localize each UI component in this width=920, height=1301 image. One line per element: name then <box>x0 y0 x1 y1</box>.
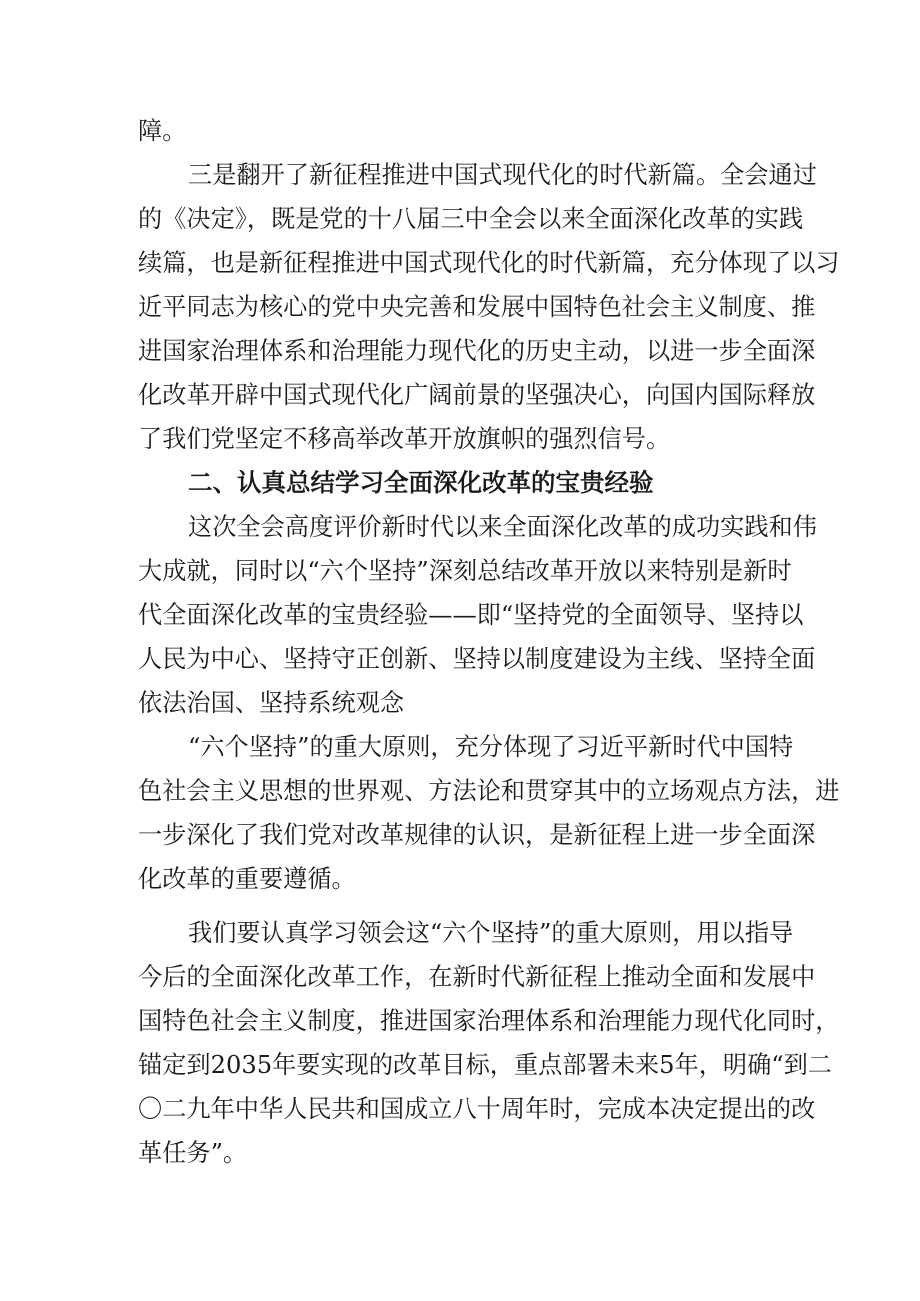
text-line: 锚定到2035年要实现的改革目标，重点部署未来5年，明确“到二 <box>138 1051 832 1079</box>
text-line: 代全面深化改革的宝贵经验——即“坚持党的全面领导、坚持以 <box>138 601 804 629</box>
text-line: 今后的全面深化改革工作，在新时代新征程上推动全面和发展中 <box>138 963 816 991</box>
text-line: 人民为中心、坚持守正创新、坚持以制度建设为主线、坚持全面 <box>138 645 816 673</box>
text-line: 大成就，同时以“六个坚持”深刻总结改革开放以来特别是新时 <box>138 557 792 585</box>
text-line: 化改革开辟中国式现代化广阔前景的坚强决心，向国内国际释放 <box>138 381 816 409</box>
text-line: 障。 <box>138 117 187 145</box>
text-line: 国特色社会主义制度，推进国家治理体系和治理能力现代化同时， <box>138 1007 840 1035</box>
text-line: 一步深化了我们党对改革规律的认识，是新征程上进一步全面深 <box>138 821 816 849</box>
text-line: 色社会主义思想的世界观、方法论和贯穿其中的立场观点方法，进 <box>138 777 840 805</box>
text-line: 〇二九年中华人民共和国成立八十周年时，完成本决定提出的改 <box>138 1095 816 1123</box>
section-heading: 二、认真总结学习全面深化改革的宝贵经验 <box>188 468 654 497</box>
text-line: 化改革的重要遵循。 <box>138 865 356 893</box>
paragraph-first-line: 我们要认真学习领会这“六个坚持”的重大原则，用以指导 <box>188 919 794 947</box>
text-line: 依法治国、坚持系统观念 <box>138 689 405 717</box>
paragraph-first-line: 三是翻开了新征程推进中国式现代化的时代新篇。全会通过 <box>188 161 817 189</box>
paragraph-first-line: 这次全会高度评价新时代以来全面深化改革的成功实践和伟 <box>188 513 817 541</box>
paragraph-first-line: “六个坚持”的重大原则，充分体现了习近平新时代中国特 <box>188 733 794 761</box>
text-line: 革任务”。 <box>138 1139 248 1167</box>
text-line: 近平同志为核心的党中央完善和发展中国特色社会主义制度、推 <box>138 293 816 321</box>
text-line: 的《决定》，既是党的十八届三中全会以来全面深化改革的实践 <box>138 205 804 233</box>
text-line: 进国家治理体系和治理能力现代化的历史主动，以进一步全面深 <box>138 337 816 365</box>
text-line: 了我们党坚定不移高举改革开放旗帜的强烈信号。 <box>138 425 671 453</box>
text-line: 续篇，也是新征程推进中国式现代化的时代新篇，充分体现了以习 <box>138 249 840 277</box>
